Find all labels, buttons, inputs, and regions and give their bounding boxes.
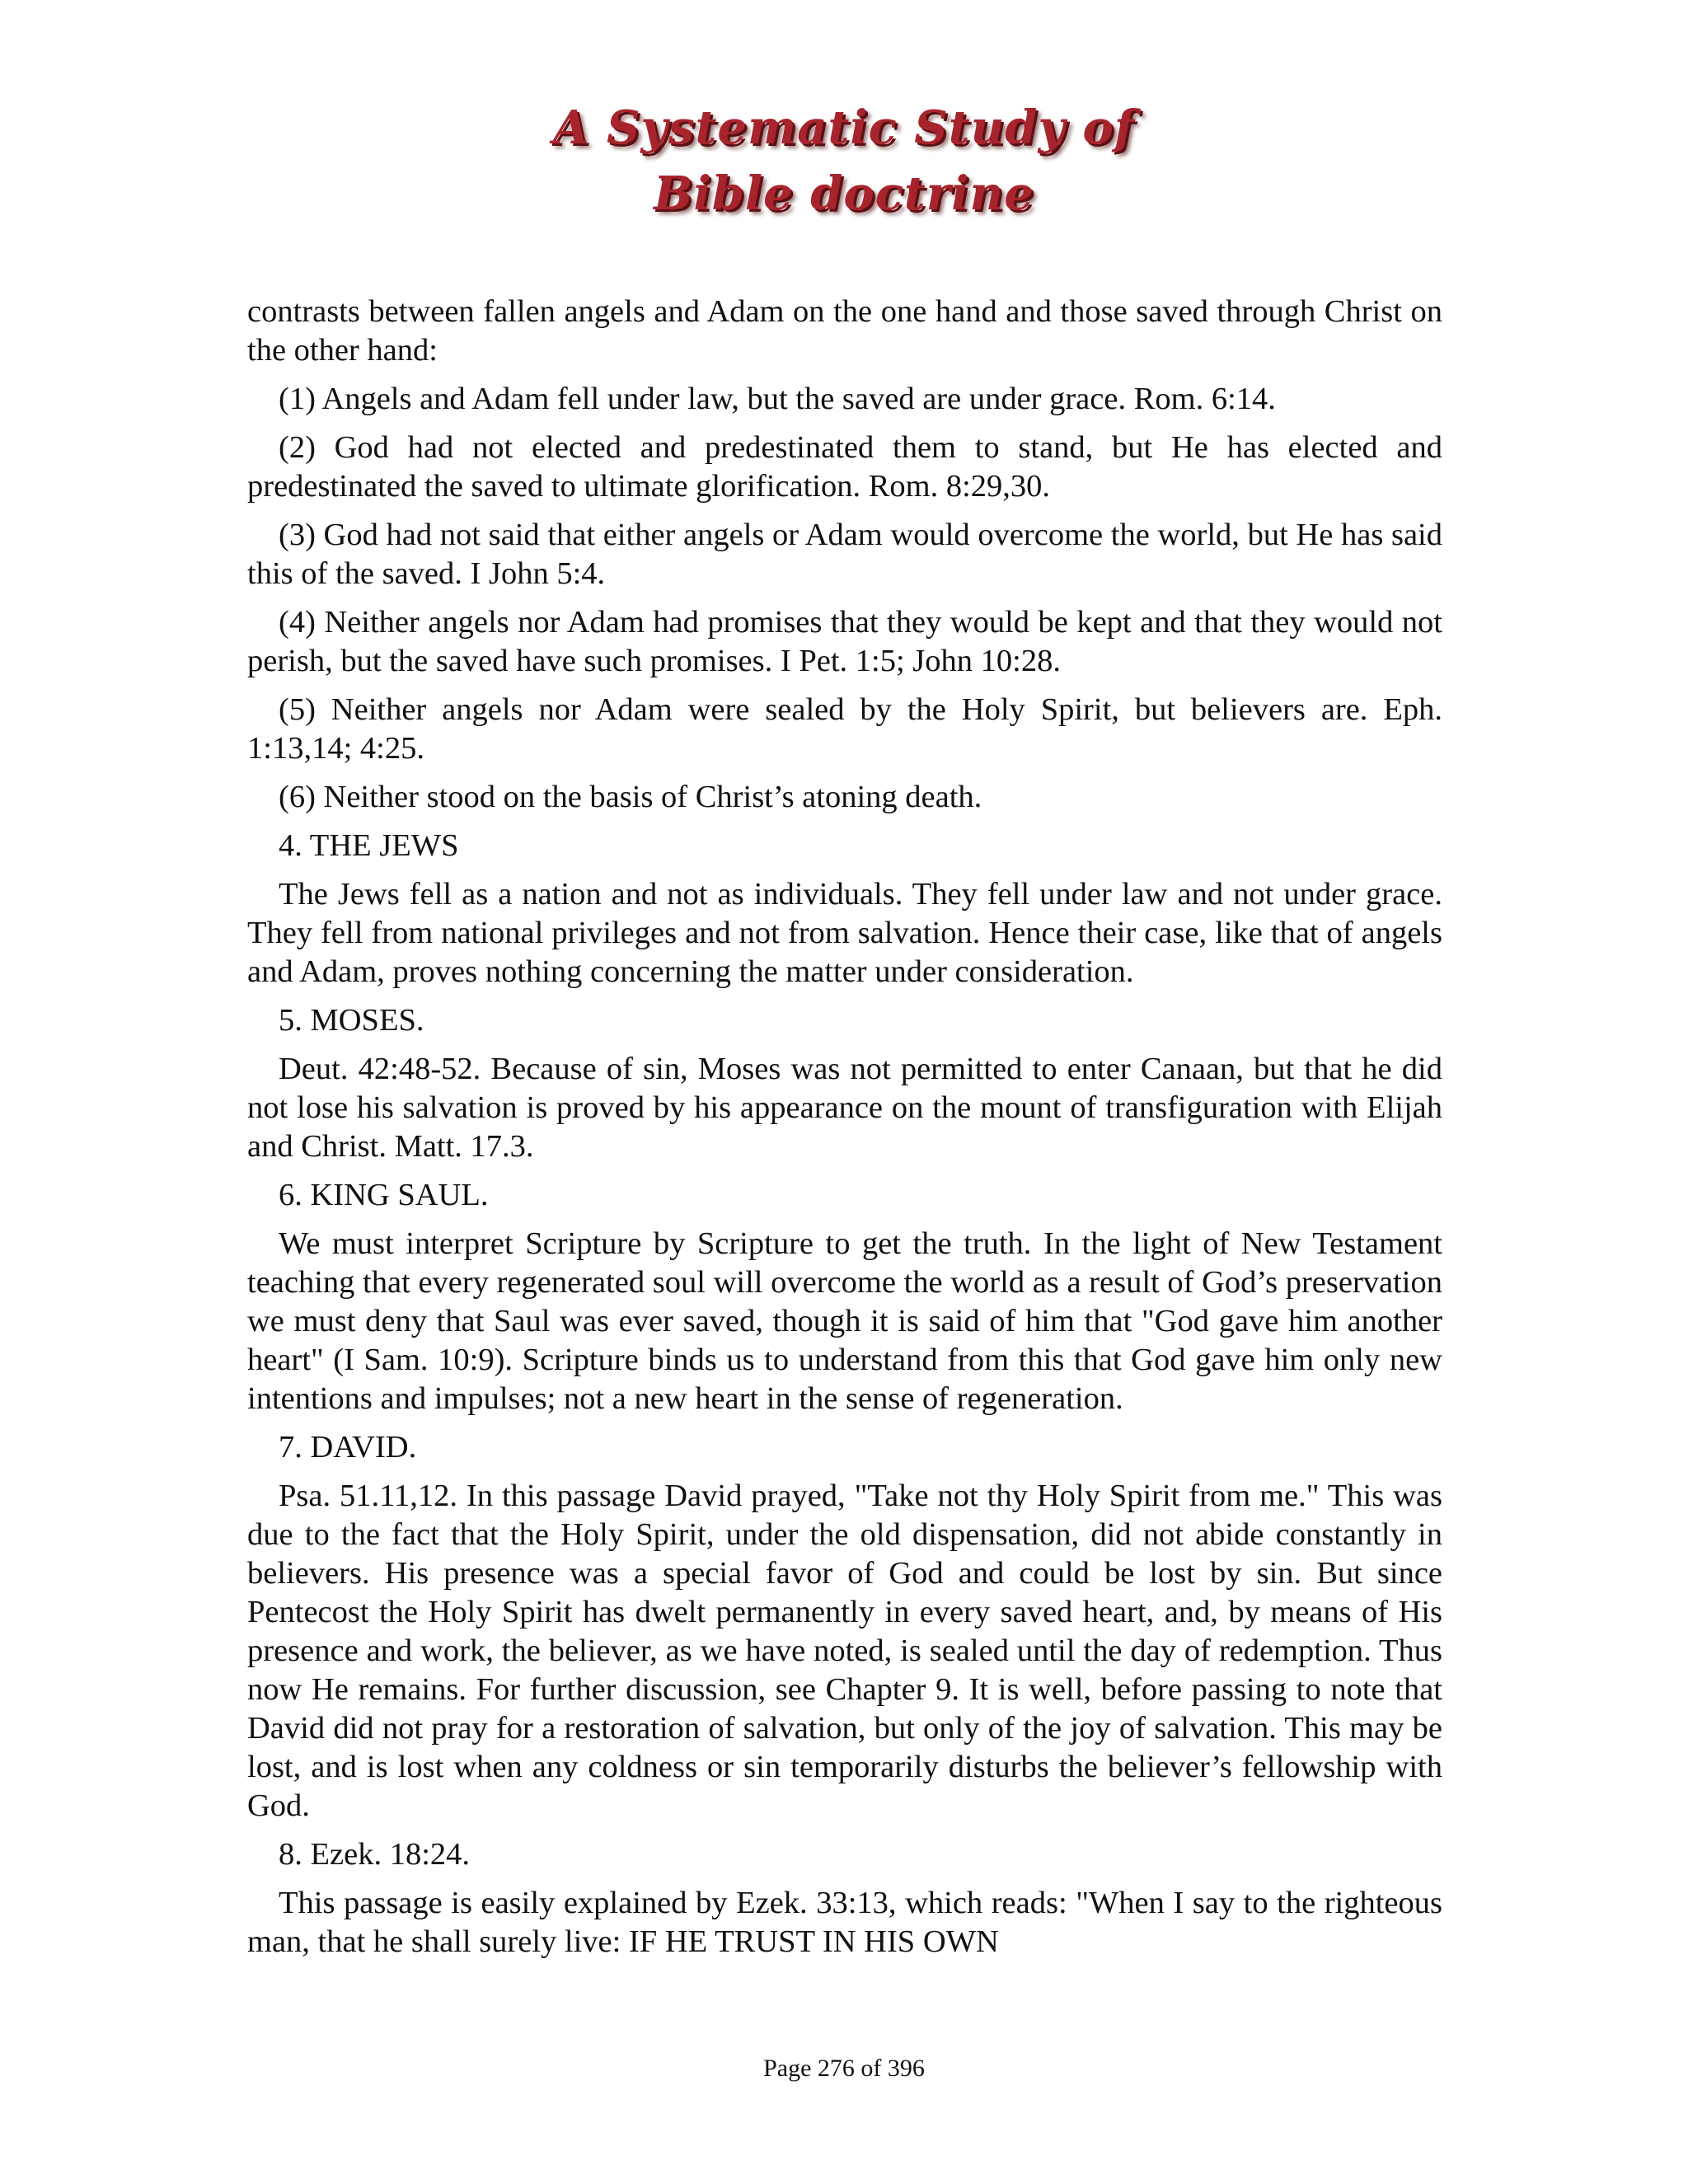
section-heading: 5. MOSES. (279, 1003, 424, 1038)
paragraph: We must interpret Scripture by Scripture to get the truth. In the light of New Testament teaching that every regenerated soul will overcome the world as a result of God’s preservation we must deny that Saul was ever saved, though it is said of him that "God gave him another heart" (I Sam. 10:9). Scripture binds us to understand from this that God gave him only new intentions and impulses; not a new heart in the sense of regeneration. (247, 1226, 1442, 1416)
list-item: (1) Angels and Adam fell under law, but the saved are under grace. Rom. 6:14. (279, 382, 1276, 416)
list-item: (3) God had not said that either angels or Adam would overcome the world, but He has said this of the saved. I John 5:4. (247, 518, 1442, 591)
book-title-line-2: Bible doctrine (654, 166, 1034, 221)
list-item: (6) Neither stood on the basis of Christ’s atoning death. (279, 780, 982, 814)
paragraph: This passage is easily explained by Ezek. 33:13, which reads: "When I say to the righteous man, that he shall surely live: IF HE TRUST IN HIS OWN (247, 1886, 1442, 1959)
page-number: Page 276 of 396 (763, 2055, 925, 2082)
paragraph: The Jews fell as a nation and not as individuals. They fell under law and not under grace. They fell from national privileges and not from salvation. Hence their case, like that of angels and Adam, proves nothing concerning the matter under consideration. (247, 877, 1442, 989)
book-title-logo (0, 95, 1688, 227)
book-title-line-1: A Systematic Study of (553, 101, 1135, 155)
section-heading: 6. KING SAUL. (279, 1178, 489, 1212)
list-item: (5) Neither angels nor Adam were sealed by the Holy Spirit, but believers are. Eph. 1:13,14; 4:25. (247, 692, 1442, 766)
paragraph: Psa. 51.11,12. In this passage David prayed, "Take not thy Holy Spirit from me." This was due to the fact that the Holy Spirit, under the old dispensation, did not abide constantly in believers. His presence was a special favor of God and could be lost by sin. But since Pentecost the Holy Spirit has dwelt permanently in every saved heart, and, by means of His presence and work, the believer, as we have noted, is sealed until the day of redemption. Thus now He remains. For further discussion, see Chapter 9. It is well, before passing to note that David did not pray for a restoration of salvation, but only of the joy of salvation. This may be lost, and is lost when any coldness or sin temporarily disturbs the believer’s fellowship with God. (247, 1479, 1442, 1823)
section-heading: 4. THE JEWS (279, 828, 459, 863)
page-body (247, 293, 1442, 1971)
paragraph: Deut. 42:48-52. Because of sin, Moses was not permitted to enter Canaan, but that he did not lose his salvation is proved by his appearance on the mount of transfiguration with Elijah and Christ. Matt. 17.3. (247, 1052, 1442, 1164)
list-item: (4) Neither angels nor Adam had promises that they would be kept and that they would not perish, but the saved have such promises. I Pet. 1:5; John 10:28. (247, 605, 1442, 678)
section-heading: 8. Ezek. 18:24. (279, 1837, 471, 1872)
list-item: (2) God had not elected and predestinated them to stand, but He has elected and predestinated the saved to ultimate glorification. Rom. 8:29,30. (247, 430, 1442, 504)
paragraph: contrasts between fallen angels and Adam on the one hand and those saved through Christ on the other hand: (247, 294, 1442, 368)
section-heading: 7. DAVID. (279, 1430, 417, 1465)
